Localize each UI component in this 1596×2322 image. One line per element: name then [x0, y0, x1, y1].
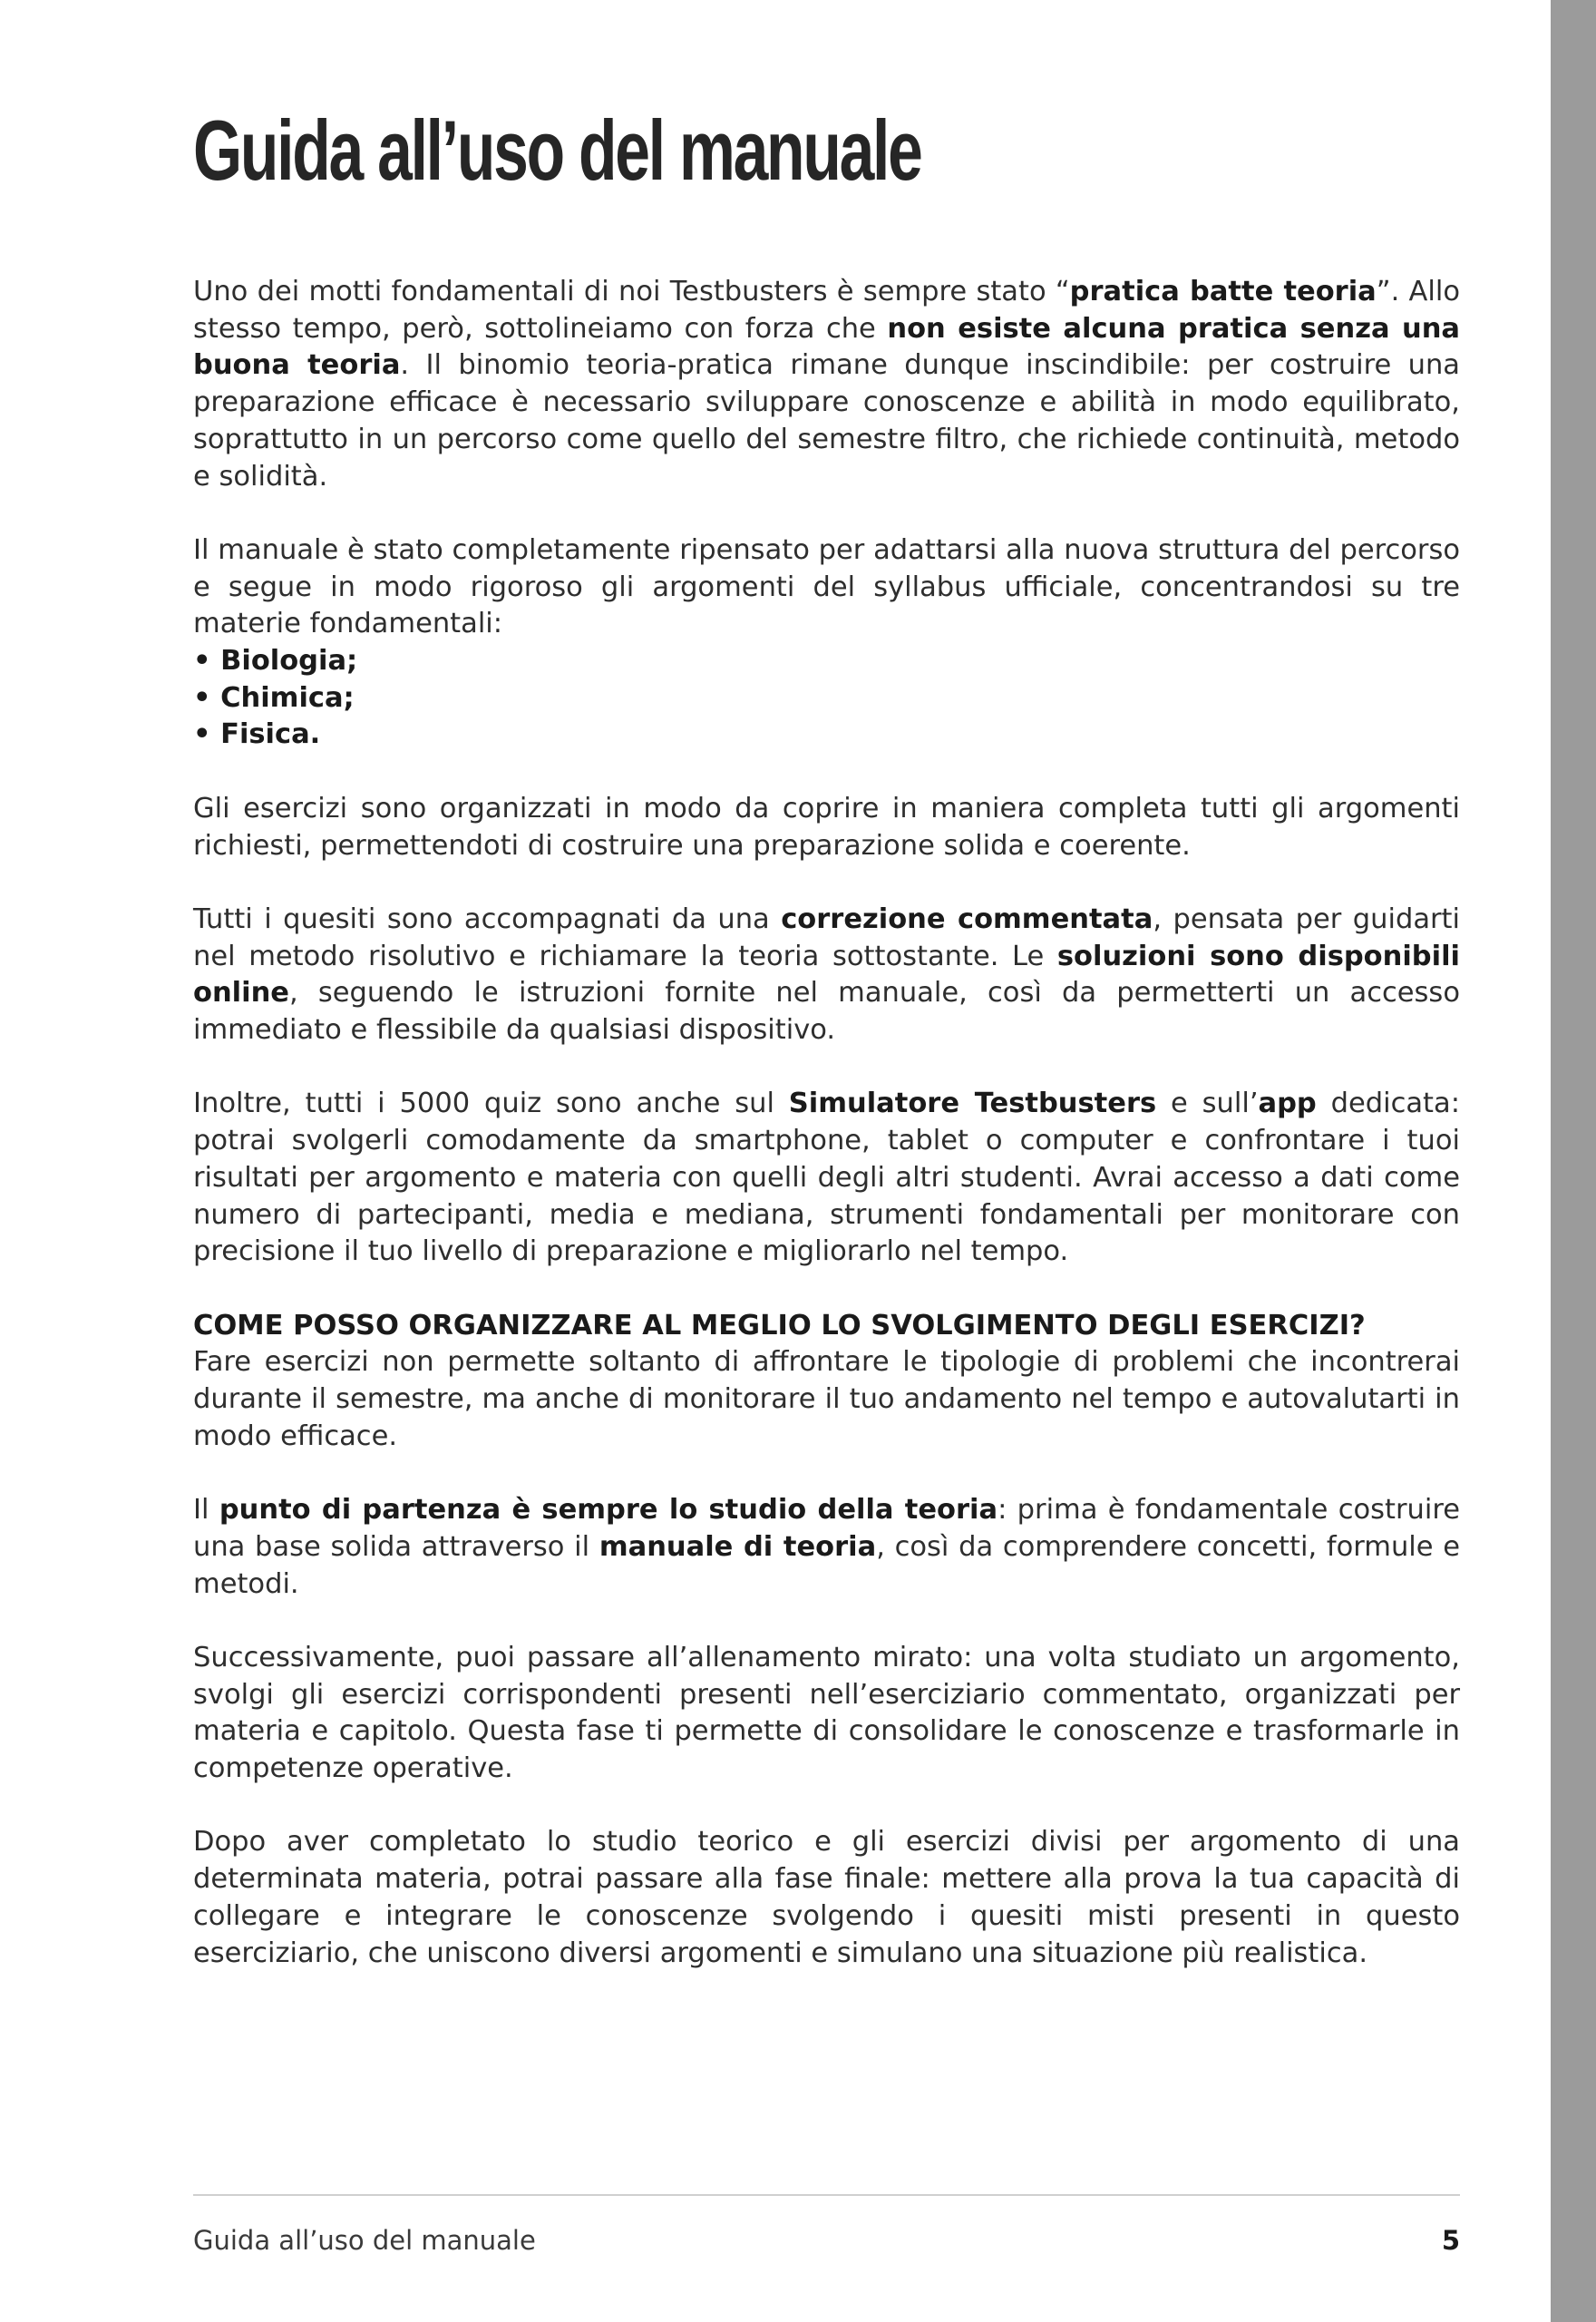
bold-run: correzione commentata	[781, 902, 1153, 935]
footer-running-title: Guida all’uso del manuale	[193, 2225, 536, 2256]
page-title: Guida all’uso del manuale	[193, 102, 921, 198]
organization-section	[193, 1308, 1460, 1456]
text-run: dedicata: potrai svolgerli comodamente da smartphone, tablet o computer e confrontare i tuoi risultati per argomento e materia con quelli degli altri studenti. Avrai accesso a dati come numero di partecipanti, media e mediana, strumenti fondamentali per monitorare con precisione il tuo livello di preparazione e migliorarlo nel tempo.	[193, 1088, 1460, 1268]
text-run: Tutti i quesiti sono accompagnati da una	[193, 902, 782, 935]
text-run: , così da comprendere concetti, formule e metodi.	[193, 1530, 1460, 1600]
final-phase-paragraph: Dopo aver completato lo studio teorico e gli esercizi divisi per argomento di una determinata materia, potrai passare alla fase finale: mettere alla prova la tua capacità di collegare e integrare le conoscenze svolgendo i quesiti misti presenti in questo eserciziario, che uniscono diversi argomenti e simulano una situazione più realistica.	[193, 1826, 1460, 1969]
text-run: Uno dei motti fondamentali di noi Testbusters è sempre stato “	[193, 276, 1070, 307]
page-edge-strip	[1551, 0, 1596, 2322]
text-run: Inoltre, tutti i 5000 quiz sono anche sul	[193, 1088, 789, 1120]
text-run: : prima è fondamentale costruire una base solida attraverso il	[193, 1494, 1460, 1563]
subject-biologia: • Biologia;	[193, 645, 358, 678]
bold-run: soluzioni sono disponibili online	[193, 940, 1460, 1010]
text-run: Il	[193, 1494, 219, 1527]
starting-point-paragraph	[193, 1492, 1460, 1603]
page-content	[193, 100, 1460, 2009]
bold-run: manuale di teoria	[598, 1530, 877, 1563]
list-item	[193, 680, 1460, 717]
footer-divider	[193, 2194, 1460, 2196]
intro-paragraph	[193, 274, 1460, 495]
bold-run: non esiste alcuna pratica senza una buona teoria	[193, 312, 1461, 382]
subject-list	[193, 643, 1460, 754]
corrections-paragraph	[193, 902, 1460, 1049]
training-paragraph: Successivamente, puoi passare all’allenamento mirato: una volta studiato un argomento, svolgi gli esercizi corrispondenti presenti nell’eserciziario commentato, organizzati per materia e capitolo. Questa fase ti permette di consolidare le conoscenze e trasformarle in competenze operative.	[193, 1641, 1460, 1785]
bold-run: app	[1258, 1088, 1317, 1120]
text-run: , seguendo le istruzioni fornite nel manuale, così da permetterti un accesso immediato e flessibile da qualsiasi dispositivo.	[193, 977, 1460, 1047]
text-run: ”. Allo stesso tempo, però, sottolineiamo con forza che	[193, 276, 1460, 345]
text-run: , pensata per guidarti nel metodo risolutivo e richiamare la teoria sottostante. Le	[193, 902, 1460, 972]
text-run: Il manuale è stato completamente ripensato per adattarsi alla nuova struttura del percorso e segue in modo rigoroso gli argomenti del syllabus ufficiale, concentrandosi su tre materie fondamentali:	[193, 533, 1460, 640]
bold-run: pratica batte teoria	[1069, 276, 1377, 307]
subject-fisica: • Fisica.	[193, 718, 321, 751]
text-run: Fare esercizi non permette soltanto di affrontare le tipologie di problemi che incontrerai durante il semestre, ma anche di monitorare il tuo andamento nel tempo e autovalutarti in modo efficace.	[193, 1346, 1460, 1452]
manual-structure-paragraph	[193, 532, 1460, 754]
simulator-paragraph	[193, 1086, 1460, 1271]
bold-run: punto di partenza è sempre lo studio della teoria	[219, 1494, 998, 1527]
list-item	[193, 717, 1460, 754]
list-item	[193, 643, 1460, 680]
section-heading: COME POSSO ORGANIZZARE AL MEGLIO LO SVOLGIMENTO DEGLI ESERCIZI?	[193, 1309, 1366, 1341]
text-run: . Il binomio teoria-pratica rimane dunque inscindibile: per costruire una preparazione efficace è necessario sviluppare conoscenze e abilità in modo equilibrato, soprattutto in un percorso come quello del semestre filtro, che richiede continuità, metodo e solidità.	[193, 349, 1460, 493]
page-number: 5	[1441, 2225, 1460, 2256]
text-run: e sull’	[1156, 1088, 1259, 1120]
subject-chimica: • Chimica;	[193, 681, 355, 714]
exercises-paragraph: Gli esercizi sono organizzati in modo da coprire in maniera completa tutti gli argomenti richiesti, permettendoti di costruire una preparazione solida e coerente.	[193, 792, 1460, 862]
bold-run: Simulatore Testbusters	[788, 1088, 1157, 1120]
